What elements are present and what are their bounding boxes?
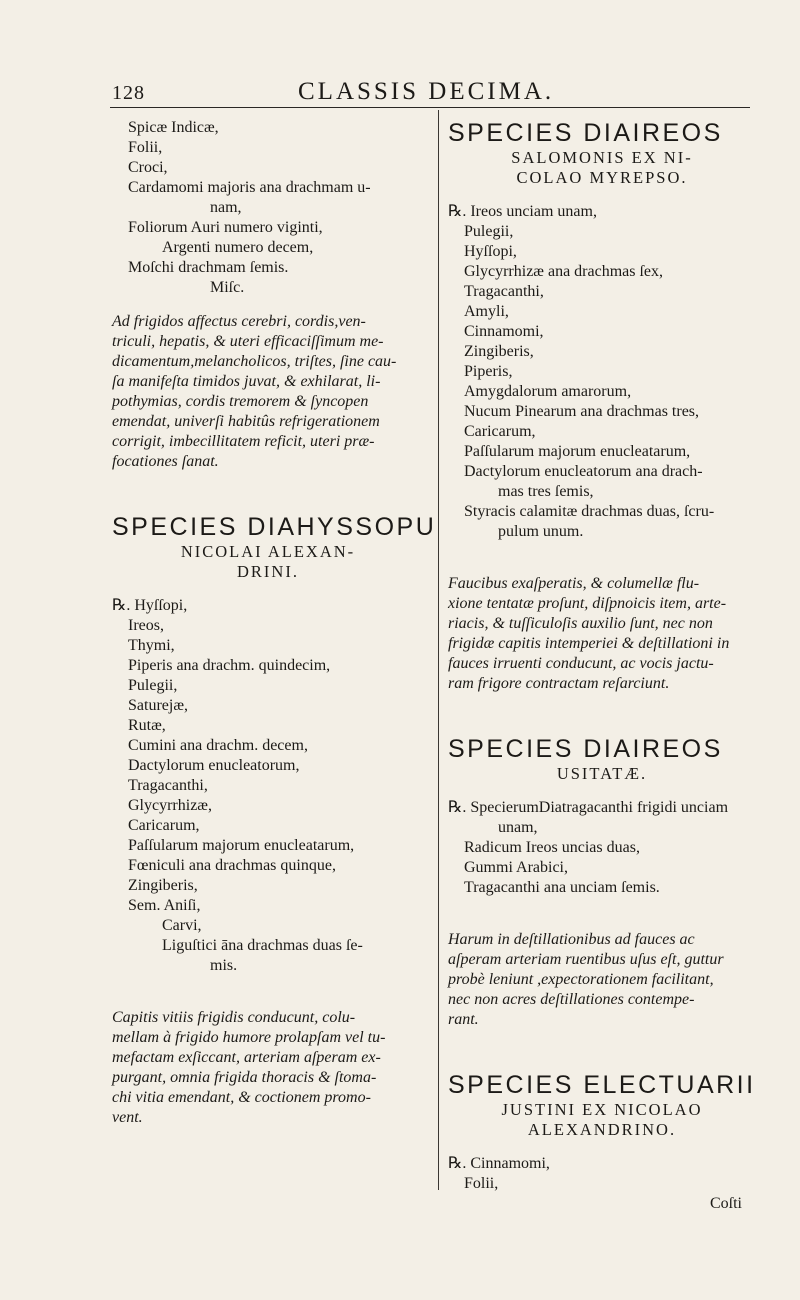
- usage-line: corrigit, imbecillitatem reficit, uteri præ-: [112, 433, 375, 450]
- page-number: 128: [112, 82, 145, 104]
- ingredient-line: Thymi,: [128, 637, 175, 654]
- ingredient-line: Tragacanthi,: [128, 777, 208, 794]
- usage-paragraph: [448, 930, 756, 1030]
- ingredient-line: Carvi,: [162, 917, 202, 934]
- section-subheading: JUSTINI EX NICOLAO: [501, 1100, 703, 1119]
- usage-line: rant.: [448, 1011, 479, 1028]
- ingredient-line: Caricarum,: [464, 423, 536, 440]
- ingredient-line: Cardamomi majoris ana drachmam u-: [128, 179, 371, 196]
- ingredient-line: Zingiberis,: [128, 877, 198, 894]
- ingredient-list: [448, 202, 756, 542]
- usage-line: emendat, univerſi habitûs refrigerationem: [112, 413, 380, 430]
- ingredient-line: Amygdalorum amarorum,: [464, 383, 632, 400]
- ingredient-line: ℞. Hyſſopi,: [112, 597, 188, 614]
- ingredient-line: Dactylorum enucleatorum ana drach-: [464, 463, 703, 480]
- ingredient-line: mis.: [210, 957, 238, 974]
- usage-line: xione tentatæ proſunt, diſpnoicis item, arte-: [448, 595, 727, 612]
- ingredient-line: Folii,: [464, 1175, 499, 1192]
- ingredient-line: Tragacanthi ana unciam ſemis.: [464, 879, 660, 896]
- column-divider: [438, 110, 439, 1190]
- ingredient-line: Cumini ana drachm. decem,: [128, 737, 308, 754]
- section-subheading: ALEXANDRINO.: [527, 1120, 677, 1139]
- ingredient-line: Pulegii,: [464, 223, 514, 240]
- ingredient-line: Glycyrrhizæ ana drachmas ſex,: [464, 263, 664, 280]
- ingredient-line: Cinnamomi,: [464, 323, 544, 340]
- usage-line: focationes ſanat.: [112, 453, 219, 470]
- usage-line: chi vitia emendant, & coctionem promo-: [112, 1089, 371, 1106]
- usage-line: vent.: [112, 1109, 143, 1126]
- ingredient-list: [448, 1154, 756, 1194]
- ingredient-line: Piperis,: [464, 363, 513, 380]
- ingredient-list: [448, 798, 756, 898]
- usage-line: pothymias, cordis tremorem & ſyncopen: [112, 393, 369, 410]
- running-title: CLASSIS DECIMA.: [298, 78, 555, 105]
- ingredient-list: [112, 118, 424, 298]
- ingredient-line: Fœniculi ana drachmas quinque,: [128, 857, 336, 874]
- ingredient-line: Nucum Pinearum ana drachmas tres,: [464, 403, 700, 420]
- usage-line: purgant, omnia frigida thoracis & ſtoma-: [112, 1069, 377, 1086]
- ingredient-line: Tragacanthi,: [464, 283, 544, 300]
- usage-line: probè leniunt ,expectorationem facilitant,: [448, 971, 714, 988]
- ingredient-line: Paſſularum majorum enucleatarum,: [464, 443, 691, 460]
- ingredient-line: pulum unum.: [498, 523, 584, 540]
- ingredient-line: Gummi Arabici,: [464, 859, 568, 876]
- ingredient-line: Radicum Ireos uncias duas,: [464, 839, 640, 856]
- usage-line: triculi, hepatis, & uteri efficaciſſimum me-: [112, 333, 384, 350]
- usage-line: ram frigore contractam reſarciunt.: [448, 675, 670, 692]
- ingredient-line: Folii,: [128, 139, 163, 156]
- section-heading: SPECIES DIAIREOS: [448, 119, 723, 147]
- usage-line: frigidæ capitis intemperiei & deſtillationi in: [448, 635, 730, 652]
- ingredient-line: Argenti numero decem,: [162, 239, 314, 256]
- ingredient-line: Hyſſopi,: [464, 243, 517, 260]
- usage-line: nec non acres deſtillationes contempe-: [448, 991, 695, 1008]
- ingredient-line: ℞. Cinnamomi,: [448, 1155, 550, 1172]
- usage-line: fauces irruenti conducunt, ac vocis jactu-: [448, 655, 714, 672]
- usage-line: Ad frigidos affectus cerebri, cordis,ven-: [112, 313, 366, 330]
- ingredient-line: Caricarum,: [128, 817, 200, 834]
- section-heading: SPECIES DIAIREOS: [448, 735, 723, 763]
- ingredient-line: Glycyrrhizæ,: [128, 797, 212, 814]
- ingredient-line: nam,: [210, 199, 242, 216]
- ingredient-list: [112, 596, 424, 976]
- section-subheading: SALOMONIS EX NI-: [511, 148, 693, 167]
- ingredient-line: Moſchi drachmam ſemis.: [128, 259, 289, 276]
- ingredient-line: Rutæ,: [128, 717, 166, 734]
- section-subheading: USITATÆ.: [556, 764, 648, 783]
- usage-line: mellam à frigido humore prolapſam vel tu-: [112, 1029, 386, 1046]
- usage-line: mefactam exſiccant, arteriam aſperam ex-: [112, 1049, 381, 1066]
- ingredient-line: Pulegii,: [128, 677, 178, 694]
- ingredient-line: Zingiberis,: [464, 343, 534, 360]
- ingredient-line: Sem. Aniſi,: [128, 897, 201, 914]
- ingredient-line: Liguſtici āna drachmas duas ſe-: [162, 937, 363, 954]
- usage-line: ſa manifeſta timidos juvat, & exhilarat, li-: [112, 373, 381, 390]
- section-subheading: COLAO MYREPSO.: [516, 168, 688, 187]
- usage-line: Harum in deſtillationibus ad fauces ac: [448, 931, 695, 948]
- usage-line: Capitis vitiis frigidis conducunt, colu-: [112, 1009, 356, 1026]
- ingredient-line: Piperis ana drachm. quindecim,: [128, 657, 331, 674]
- running-head: [110, 78, 750, 108]
- header-rule: [110, 107, 750, 108]
- right-column: [448, 118, 756, 1214]
- ingredient-line: Ireos,: [128, 617, 164, 634]
- ingredient-line: Saturejæ,: [128, 697, 188, 714]
- usage-line: aſperam arteriam ruentibus uſus eſt, guttur: [448, 951, 724, 968]
- ingredient-line: Croci,: [128, 159, 168, 176]
- usage-line: riacis, & tuſſiculoſis auxilio ſunt, nec non: [448, 615, 713, 632]
- ingredient-line: Miſc.: [210, 279, 245, 296]
- ingredient-line: Styracis calamitæ drachmas duas, ſcru-: [464, 503, 715, 520]
- usage-paragraph: [448, 574, 756, 694]
- ingredient-line: Paſſularum majorum enucleatarum,: [128, 837, 355, 854]
- usage-paragraph: [112, 312, 424, 472]
- section-subheading: NICOLAI ALEXAN-: [180, 542, 356, 561]
- ingredient-line: ℞. Ireos unciam unam,: [448, 203, 597, 220]
- ingredient-line: unam,: [498, 819, 538, 836]
- ingredient-line: mas tres ſemis,: [498, 483, 594, 500]
- usage-line: Faucibus exaſperatis, & columellæ flu-: [448, 575, 700, 592]
- section-heading: SPECIES ELECTUARII: [448, 1071, 756, 1099]
- left-column: [112, 118, 437, 1128]
- usage-paragraph: [112, 1008, 424, 1128]
- catchword: Coſti: [709, 1195, 742, 1212]
- ingredient-line: ℞. SpecierumDiatragacanthi frigidi unciam: [448, 799, 729, 816]
- ingredient-line: Dactylorum enucleatorum,: [128, 757, 300, 774]
- ingredient-line: Amyli,: [464, 303, 509, 320]
- ingredient-line: Foliorum Auri numero viginti,: [128, 219, 323, 236]
- section-subheading: DRINI.: [237, 562, 299, 581]
- ingredient-line: Spicæ Indicæ,: [128, 119, 219, 136]
- section-heading: SPECIES DIAHYSSOPU: [112, 513, 437, 541]
- usage-line: dicamentum,melancholicos, triſtes, ſine cau-: [112, 353, 397, 370]
